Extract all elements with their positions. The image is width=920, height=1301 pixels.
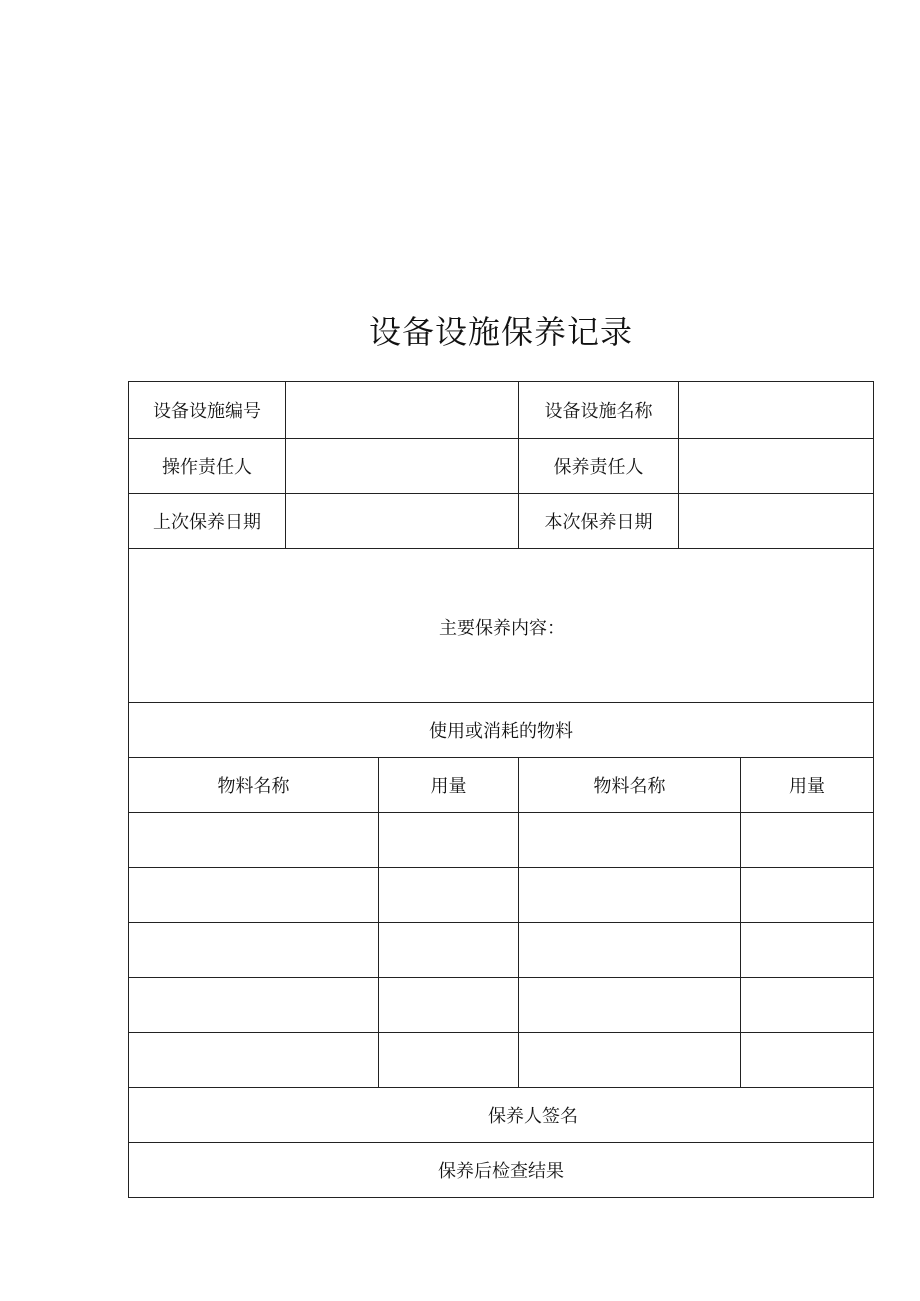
material-name-cell[interactable]: [129, 868, 379, 923]
material-name-cell[interactable]: [519, 1033, 741, 1088]
quantity-cell[interactable]: [741, 813, 874, 868]
info-row-dates: [129, 494, 874, 549]
material-row: [129, 923, 874, 978]
quantity-cell[interactable]: [379, 813, 519, 868]
materials-section-row: [129, 703, 874, 758]
material-row: [129, 813, 874, 868]
material-name-cell[interactable]: [129, 978, 379, 1033]
operator-label: 操作责任人: [129, 439, 286, 494]
operator-field[interactable]: [286, 439, 519, 494]
material-name-cell[interactable]: [519, 978, 741, 1033]
info-row-persons: [129, 439, 874, 494]
quantity-cell[interactable]: [741, 978, 874, 1033]
material-name-cell[interactable]: [129, 813, 379, 868]
page-title: 设备设施保养记录: [368, 313, 633, 351]
signature-cell[interactable]: [129, 1088, 874, 1143]
maintainer-field[interactable]: [679, 439, 874, 494]
equipment-no-field[interactable]: [286, 382, 519, 439]
signature-label: 保养人签名: [488, 1106, 578, 1127]
result-row: [129, 1143, 874, 1198]
material-name-cell[interactable]: [129, 1033, 379, 1088]
materials-header-row: [129, 758, 874, 813]
equipment-name-field[interactable]: [679, 382, 874, 439]
this-date-field[interactable]: [679, 494, 874, 549]
material-row: [129, 1033, 874, 1088]
inspection-result-label: 保养后检查结果: [129, 1143, 874, 1198]
quantity-cell[interactable]: [741, 923, 874, 978]
quantity-cell[interactable]: [741, 1033, 874, 1088]
material-row: [129, 868, 874, 923]
last-date-label: 上次保养日期: [129, 494, 286, 549]
quantity-cell[interactable]: [741, 868, 874, 923]
material-row: [129, 978, 874, 1033]
content-label: 主要保养内容：: [439, 617, 565, 639]
material-name-cell[interactable]: [519, 923, 741, 978]
quantity-cell[interactable]: [379, 1033, 519, 1088]
materials-section-title: 使用或消耗的物料: [129, 703, 874, 758]
material-name-cell[interactable]: [129, 923, 379, 978]
equipment-name-label: 设备设施名称: [519, 382, 679, 439]
quantity-cell[interactable]: [379, 923, 519, 978]
maintainer-label: 保养责任人: [519, 439, 679, 494]
maintenance-record-table: [128, 381, 874, 1198]
last-date-field[interactable]: [286, 494, 519, 549]
signature-row: [129, 1088, 874, 1143]
quantity-cell[interactable]: [379, 868, 519, 923]
this-date-label: 本次保养日期: [519, 494, 679, 549]
quantity-header: 用量: [379, 758, 519, 813]
material-name-cell[interactable]: [519, 868, 741, 923]
quantity-header: 用量: [741, 758, 874, 813]
equipment-no-label: 设备设施编号: [129, 382, 286, 439]
material-name-header: 物料名称: [519, 758, 741, 813]
quantity-cell[interactable]: [379, 978, 519, 1033]
material-name-cell[interactable]: [519, 813, 741, 868]
info-row-equipment: [129, 382, 874, 439]
material-name-header: 物料名称: [129, 758, 379, 813]
content-area[interactable]: [129, 549, 874, 703]
content-row: [129, 549, 874, 703]
